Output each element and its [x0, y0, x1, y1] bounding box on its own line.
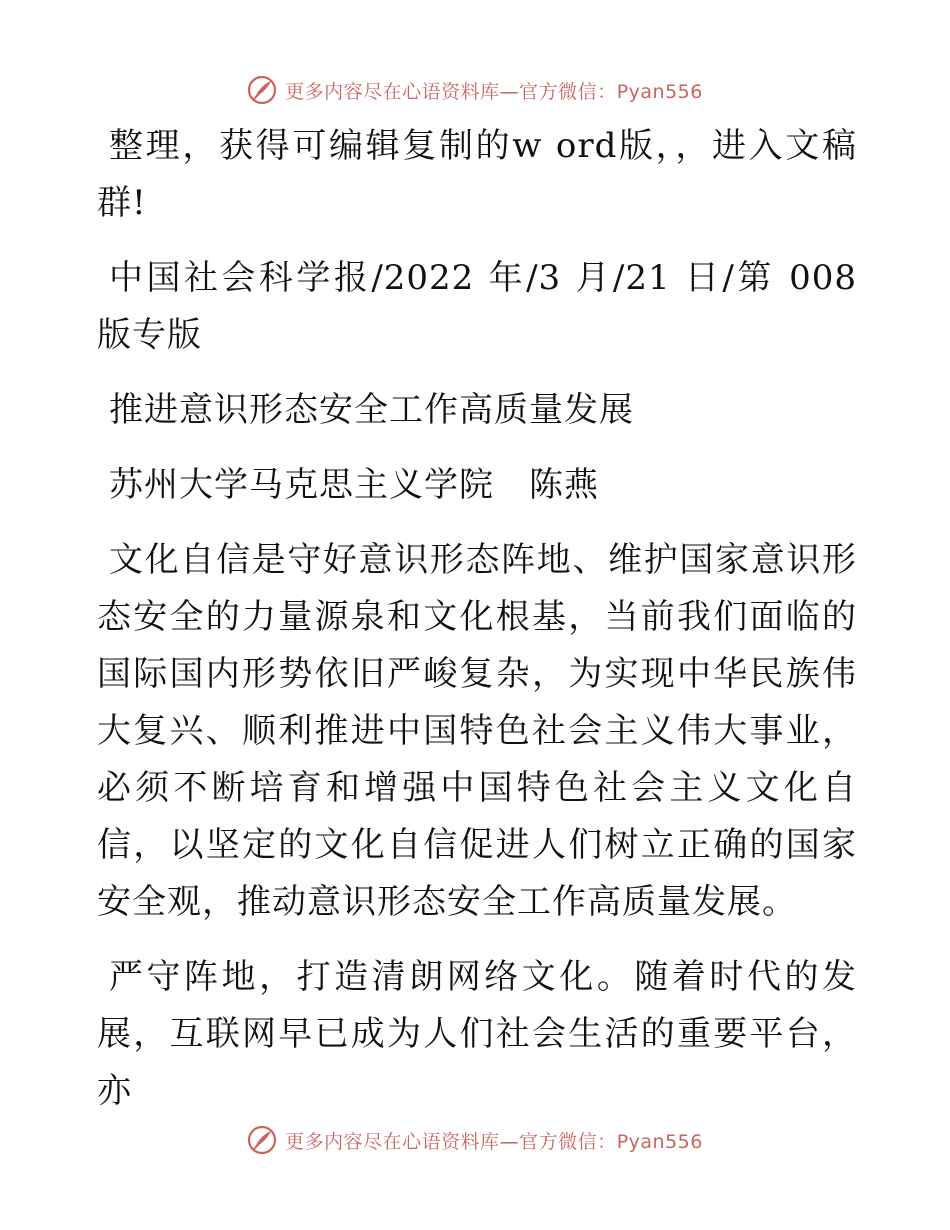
article-title: 推进意识形态安全工作高质量发展 — [109, 390, 634, 430]
body-paragraph: 严守阵地，打造清朗网络文化。随着时代的发展，互联网早已成为人们社会生活的重要平台，亦 — [97, 957, 857, 1111]
footer-watermark-banner — [0, 1120, 950, 1160]
author-line: 苏州大学马克思主义学院 陈燕 — [109, 465, 599, 505]
feather-pen-logo-icon — [247, 1125, 277, 1155]
intro-note: 整理，获得可编辑复制的w ord版，，进入文稿群! — [97, 126, 857, 223]
watermark-text: 更多内容尽在心语资料库—官方微信：Pyan556 — [285, 1130, 703, 1153]
header-watermark-banner — [0, 70, 950, 110]
body-paragraph: 文化自信是守好意识形态阵地、维护国家意识形态安全的力量源泉和文化根基，当前我们面临的国际国内形势依旧严峻复杂，为实现中华民族伟大复兴、顺利推进中国特色社会主义伟大事业，必须不断培育和增强中国特色社会主义文化自信，以坚定的文化自信促进人们树立正确的国家安全观，推动意识形态安全工作高质量发展。 — [97, 540, 857, 922]
source-line: 中国社会科学报/2022 年/3 月/21 日/第 008 版专版 — [97, 258, 857, 355]
watermark-text: 更多内容尽在心语资料库—官方微信：Pyan556 — [285, 80, 703, 103]
document-body — [97, 118, 857, 1138]
feather-pen-logo-icon — [247, 75, 277, 105]
